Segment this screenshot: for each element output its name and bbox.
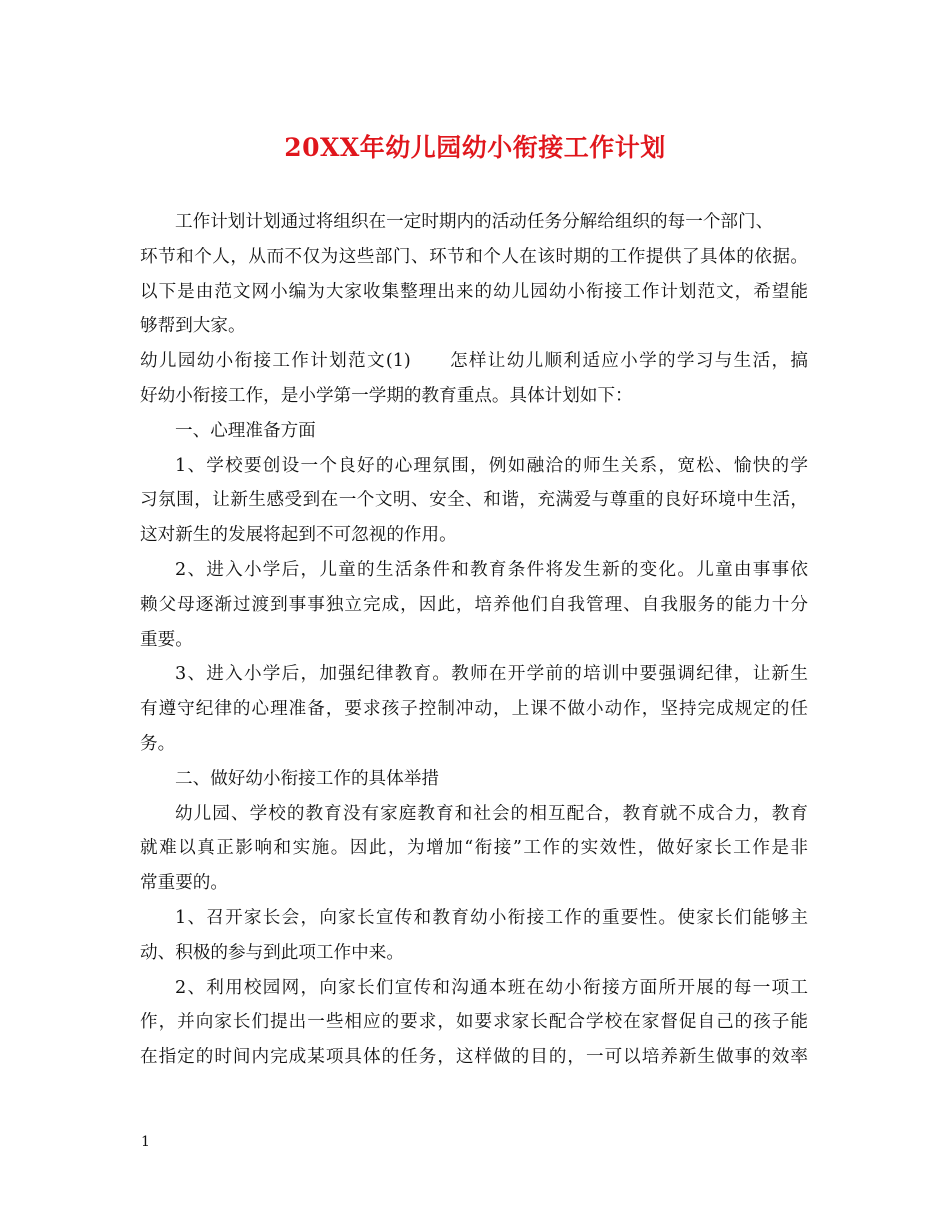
paragraph-line: 赖父母逐渐过渡到事事独立完成，因此，培养他们自我管理、自我服务的能力十分 [140,594,808,615]
paragraph-line: 有遵守纪律的心理准备，要求孩子控制冲动，上课不做小动作，坚持完成规定的任 [140,699,808,720]
paragraph-line: 作，并向家长们提出一些相应的要求，如要求家长配合学校在家督促自己的孩子能 [140,1012,808,1033]
paragraph-line: 2、进入小学后，儿童的生活条件和教育条件将发生新的变化。儿童由事事依 [175,559,808,580]
paragraph-line: 好幼小衔接工作，是小学第一学期的教育重点。具体计划如下： [140,385,633,406]
page-number: 1 [141,1134,150,1150]
paragraph-line: 常重要的。 [140,873,228,894]
paragraph-line: 就难以真正影响和实施。因此，为增加“衔接”工作的实效性，做好家长工作是非 [140,838,808,859]
section-heading: 二、做好幼小衔接工作的具体举措 [175,768,439,789]
paragraph-line: 幼儿园幼小衔接工作计划范文(1) 怎样让幼儿顺利适应小学的学习与生活，搞 [140,351,808,372]
paragraph-line: 环节和个人，从而不仅为这些部门、环节和个人在该时期的工作提供了具体的依据。 [140,246,808,267]
document-body [140,205,808,1075]
paragraph-line: 习氛围，让新生感受到在一个文明、安全、和谐，充满爱与尊重的良好环境中生活， [140,490,808,511]
paragraph-line: 2、利用校园网，向家长们宣传和沟通本班在幼小衔接方面所开展的每一项工 [175,977,808,998]
paragraph-line: 工作计划计划通过将组织在一定时期内的活动任务分解给组织的每一个部门、 [175,212,774,232]
paragraph-line: 幼儿园、学校的教育没有家庭教育和社会的相互配合，教育就不成合力，教育 [175,803,808,824]
paragraph-line: 以下是由范文网小编为大家收集整理出来的幼儿园幼小衔接工作计划范文，希望能 [140,281,808,302]
document-title: 20XX年幼儿园幼小衔接工作计划 [284,133,666,162]
paragraph-line: 1、学校要创设一个良好的心理氛围，例如融洽的师生关系，宽松、愉快的学 [175,455,808,476]
paragraph-line: 务。 [140,733,176,754]
paragraph-line: 动、积极的参与到此项工作中来。 [140,942,404,963]
paragraph-line: 3、进入小学后，加强纪律教育。教师在开学前的培训中要强调纪律，让新生 [175,664,808,685]
section-heading: 一、心理准备方面 [175,420,316,441]
paragraph-line: 在指定的时间内完成某项具体的任务，这样做的目的，一可以培养新生做事的效率 [140,1047,808,1068]
paragraph-line: 重要。 [140,629,193,650]
paragraph-line: 这对新生的发展将起到不可忽视的作用。 [140,525,457,546]
paragraph-line: 够帮到大家。 [140,316,246,337]
paragraph-line: 1、召开家长会，向家长宣传和教育幼小衔接工作的重要性。使家长们能够主 [175,907,808,928]
